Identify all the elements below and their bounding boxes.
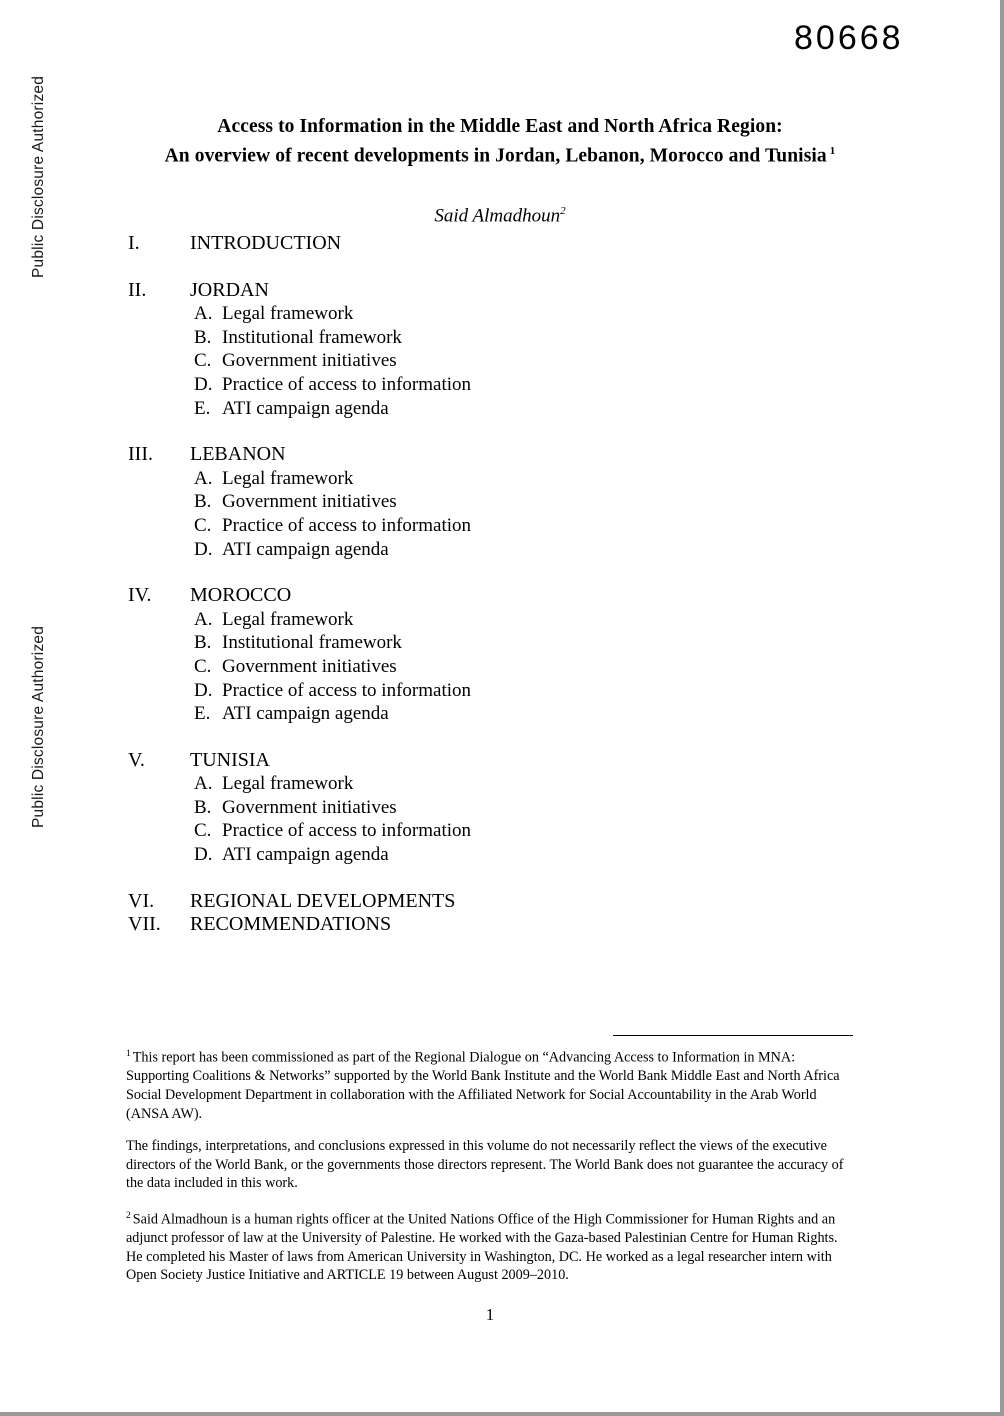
toc-subsection-label: Legal framework (222, 467, 354, 489)
toc-subsection[interactable] (128, 702, 868, 726)
toc-section-label: LEBANON (190, 443, 286, 466)
toc-section-label: REGIONAL DEVELOPMENTS (190, 889, 456, 912)
toc-subsection[interactable] (128, 349, 868, 373)
public-disclosure-authorized-stamp: Public Disclosure Authorized (30, 625, 47, 828)
table-of-contents (128, 232, 868, 937)
footnote-1-text: This report has been commissioned as part of the Regional Dialogue on “Advancing Access to Information in MNA: Supporting Coalitions & Networks” supported by the World Bank Institute and the World Bank Middle East and North Africa Social Development Department in collaboration with the Affiliated Network for Social Accountability in the Arab World (ANSA AW). (126, 1049, 840, 1122)
toc-section-label: INTRODUCTION (190, 232, 342, 254)
document-stamp-number: 80668 (794, 19, 904, 57)
toc-section-numeral: III. (128, 443, 153, 466)
toc-section-heading[interactable] (128, 584, 868, 608)
toc-section (128, 890, 868, 914)
toc-subsection[interactable] (128, 514, 868, 538)
toc-subsection[interactable] (128, 490, 868, 514)
toc-section (128, 584, 868, 726)
toc-subsection[interactable] (128, 655, 868, 679)
page-title-line-2-text: An overview of recent developments in Jordan, Lebanon, Morocco and Tunisia (164, 145, 827, 167)
page-title-line-2 (120, 139, 880, 169)
toc-subsection-label: ATI campaign agenda (222, 844, 389, 866)
toc-subsection-letter: D. (194, 844, 213, 866)
toc-section (128, 913, 868, 937)
disclaimer-text: The findings, interpretations, and conclusions expressed in this volume do not necessarily reflect the views of the executive directors of the World Bank, or the governments those directors represent. The World Bank does not guarantee the accuracy of the data included in this work. (126, 1138, 844, 1192)
toc-subsection-letter: D. (194, 538, 213, 560)
toc-section-heading[interactable] (128, 232, 868, 256)
toc-subsection[interactable] (128, 608, 868, 632)
toc-subsection-label: ATI campaign agenda (222, 397, 389, 419)
toc-section (128, 279, 868, 421)
toc-section-label: RECOMMENDATIONS (190, 913, 392, 936)
toc-section-numeral: IV. (128, 584, 152, 607)
toc-subsection-label: Legal framework (222, 773, 354, 795)
toc-subsection-letter: E. (194, 703, 211, 725)
toc-subsection-letter: A. (194, 608, 213, 630)
toc-subsection[interactable] (128, 796, 868, 820)
footnote-1 (126, 1045, 854, 1123)
toc-section-numeral: VI. (128, 889, 155, 912)
toc-section-heading[interactable] (128, 890, 868, 914)
toc-section-heading[interactable] (128, 279, 868, 303)
author-footnote-marker: 2 (560, 204, 566, 217)
author-name-text: Said Almadhoun (434, 204, 561, 226)
toc-subsection[interactable] (128, 679, 868, 703)
toc-subsection[interactable] (128, 843, 868, 867)
toc-subsection-label: Government initiatives (222, 796, 397, 818)
toc-section (128, 232, 868, 256)
toc-subsection-letter: A. (194, 303, 213, 325)
toc-subsection-letter: C. (194, 820, 212, 842)
page-number: 1 (485, 1305, 495, 1324)
toc-subsection-letter: C. (194, 655, 212, 677)
toc-subsection-label: Practice of access to information (222, 820, 472, 842)
toc-subsection[interactable] (128, 819, 868, 843)
footnote-2-text: Said Almadhoun is a human rights officer at the United Nations Office of the High Commissioner for Human Rights and an adjunct professor of law at the University of Palestine. He worked with the Gaza-based Palestinian Centre for Human Rights. He completed his Master of laws from American University in Washington, DC. He worked as a legal researcher intern with Open Society Justice Initiative and ARTICLE 19 between August 2009–2010. (126, 1211, 838, 1284)
toc-subsection[interactable] (128, 397, 868, 421)
toc-subsection-letter: B. (194, 491, 212, 513)
public-disclosure-authorized-stamp: Public Disclosure Authorized (30, 75, 47, 278)
toc-subsection-label: Practice of access to information (222, 373, 472, 395)
toc-subsection[interactable] (128, 772, 868, 796)
toc-subsection-letter: C. (194, 514, 212, 536)
toc-section-label: TUNISIA (190, 748, 270, 771)
toc-subsection-label: Practice of access to information (222, 679, 472, 701)
toc-subsection-label: Government initiatives (222, 655, 397, 677)
toc-subsection-label: Government initiatives (222, 350, 397, 372)
toc-subsection-label: Government initiatives (222, 491, 397, 513)
disclaimer-paragraph (126, 1137, 854, 1193)
toc-section-heading[interactable] (128, 913, 868, 937)
title-footnote-marker: 1 (829, 145, 836, 157)
toc-subsection-label: Legal framework (222, 608, 354, 630)
footnote-1-marker: 1 (126, 1049, 131, 1059)
toc-subsection-letter: E. (194, 397, 211, 419)
toc-subsection-label: Institutional framework (222, 632, 402, 654)
toc-subsection[interactable] (128, 538, 868, 562)
toc-subsection[interactable] (128, 373, 868, 397)
toc-section (128, 749, 868, 867)
toc-subsection-letter: B. (194, 632, 212, 654)
toc-subsection[interactable] (128, 302, 868, 326)
title-block (120, 114, 880, 227)
toc-subsection[interactable] (128, 326, 868, 350)
page-title-line-1: Access to Information in the Middle East and North Africa Region: (217, 116, 783, 137)
toc-subsection-label: ATI campaign agenda (222, 538, 389, 560)
toc-subsection-letter: C. (194, 350, 212, 372)
toc-subsection-label: Institutional framework (222, 326, 402, 348)
toc-subsection-letter: D. (194, 679, 213, 701)
toc-section-heading[interactable] (128, 749, 868, 773)
toc-subsection-letter: A. (194, 773, 213, 795)
toc-subsection[interactable] (128, 467, 868, 491)
toc-section-heading[interactable] (128, 443, 868, 467)
footnote-2 (126, 1207, 854, 1285)
toc-subsection-letter: B. (194, 796, 212, 818)
footnote-separator-rule (613, 1035, 853, 1036)
toc-section-label: MOROCCO (190, 584, 292, 607)
toc-subsection-letter: B. (194, 326, 212, 348)
toc-section-numeral: II. (128, 278, 147, 301)
toc-subsection-label: Practice of access to information (222, 514, 472, 536)
toc-subsection[interactable] (128, 631, 868, 655)
toc-subsection-letter: A. (194, 467, 213, 489)
author-name (120, 200, 880, 227)
footnote-2-marker: 2 (126, 1210, 131, 1221)
toc-section (128, 443, 868, 561)
toc-subsection-letter: D. (194, 373, 213, 395)
toc-section-numeral: VII. (128, 913, 161, 936)
footnotes-block (126, 1045, 854, 1285)
toc-section-label: JORDAN (190, 278, 269, 301)
toc-subsection-label: Legal framework (222, 303, 354, 325)
toc-section-numeral: V. (128, 748, 145, 771)
toc-section-numeral: I. (128, 232, 140, 254)
toc-subsection-label: ATI campaign agenda (222, 703, 389, 725)
